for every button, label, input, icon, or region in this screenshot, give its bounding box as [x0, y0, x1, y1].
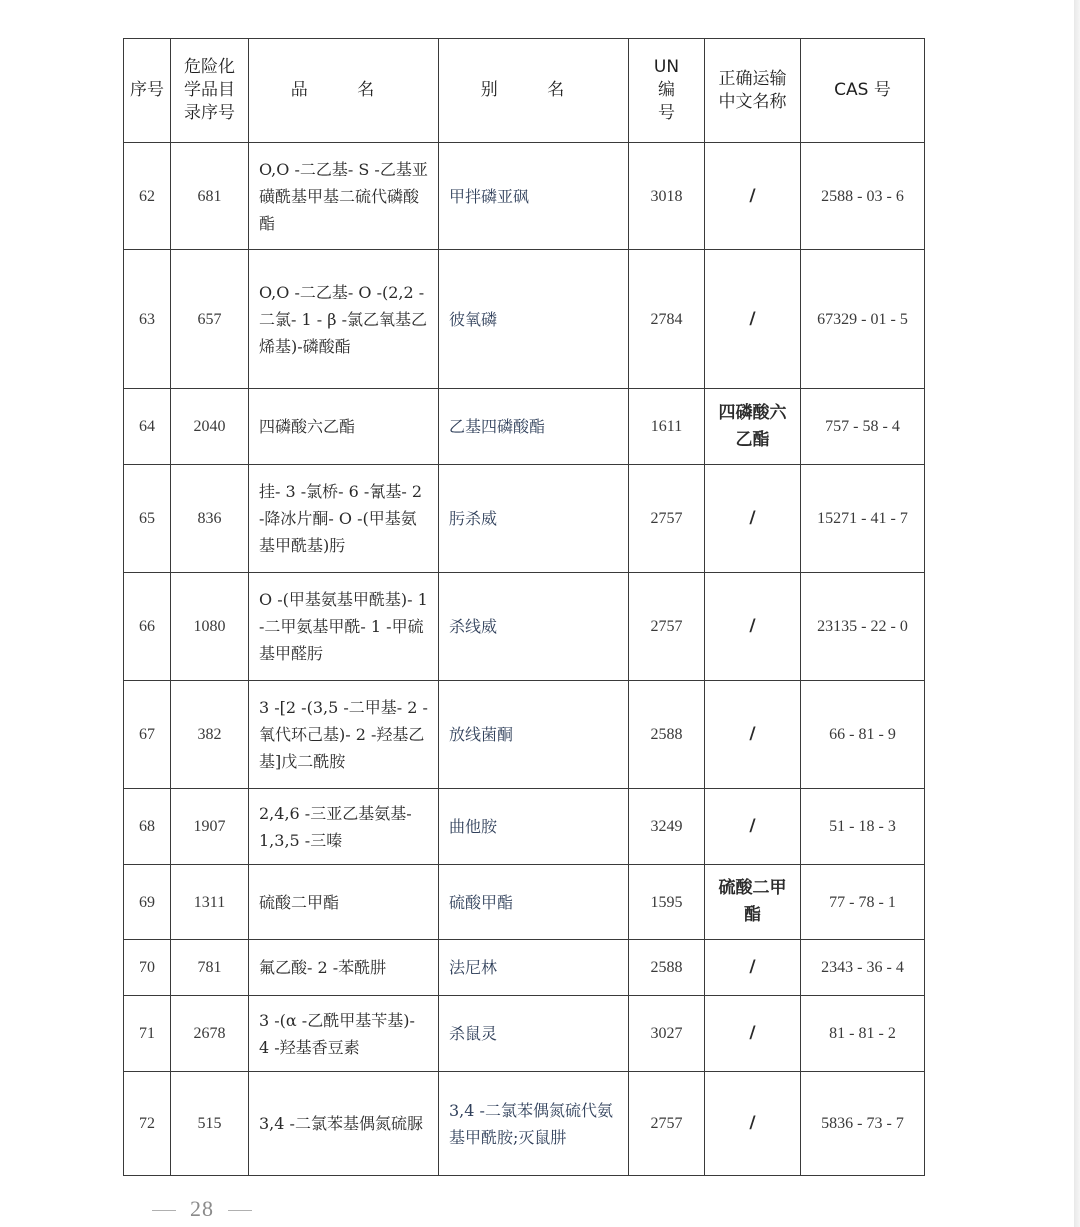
cell-name: 硫酸二甲酯 [249, 865, 439, 940]
cell-catalog-seq: 836 [171, 465, 249, 573]
cell-cas: 23135 - 22 - 0 [801, 573, 925, 681]
cell-catalog-seq: 515 [171, 1072, 249, 1176]
cell-un: 2757 [629, 573, 705, 681]
cell-alias: 3,4 -二氯苯偶氮硫代氨基甲酰胺;灭鼠肼 [439, 1072, 629, 1176]
page-footer [138, 1196, 266, 1222]
table-row [124, 143, 925, 250]
cell-cas: 77 - 78 - 1 [801, 865, 925, 940]
hazardous-chemicals-table [123, 38, 925, 1176]
cell-cas: 51 - 18 - 3 [801, 789, 925, 865]
cell-name: 四磷酸六乙酯 [249, 389, 439, 465]
cell-catalog-seq: 1311 [171, 865, 249, 940]
cell-alias: 放线菌酮 [439, 681, 629, 789]
cell-name: 2,4,6 -三亚乙基氨基- 1,3,5 -三嗪 [249, 789, 439, 865]
cell-ship-name: 四磷酸六乙酯 [705, 389, 801, 465]
cell-catalog-seq: 681 [171, 143, 249, 250]
header-seq: 序号 [124, 39, 171, 143]
cell-un: 2757 [629, 465, 705, 573]
cell-alias: 肟杀威 [439, 465, 629, 573]
cell-seq: 65 [124, 465, 171, 573]
cell-seq: 70 [124, 940, 171, 996]
cell-alias: 杀鼠灵 [439, 996, 629, 1072]
cell-un: 1595 [629, 865, 705, 940]
cell-alias: 曲他胺 [439, 789, 629, 865]
cell-alias: 甲拌磷亚砜 [439, 143, 629, 250]
cell-name: 3 -(α -乙酰甲基苄基)- 4 -羟基香豆素 [249, 996, 439, 1072]
footer-dash-left [152, 1210, 176, 1211]
cell-catalog-seq: 2040 [171, 389, 249, 465]
cell-un: 3027 [629, 996, 705, 1072]
table-row [124, 1072, 925, 1176]
cell-un: 2588 [629, 940, 705, 996]
cell-ship-name: / [705, 996, 801, 1072]
cell-name: 3 -[2 -(3,5 -二甲基- 2 -氧代环己基)- 2 -羟基乙基]戊二酰胺 [249, 681, 439, 789]
cell-ship-name: / [705, 1072, 801, 1176]
cell-ship-name: / [705, 940, 801, 996]
header-row [124, 39, 925, 143]
cell-cas: 2588 - 03 - 6 [801, 143, 925, 250]
cell-name: 挂- 3 -氯桥- 6 -氰基- 2 -降冰片酮- O -(甲基氨基甲酰基)肟 [249, 465, 439, 573]
cell-name: O -(甲基氨基甲酰基)- 1 -二甲氨基甲酰- 1 -甲硫基甲醛肟 [249, 573, 439, 681]
cell-catalog-seq: 2678 [171, 996, 249, 1072]
cell-cas: 5836 - 73 - 7 [801, 1072, 925, 1176]
cell-seq: 72 [124, 1072, 171, 1176]
table-row [124, 250, 925, 389]
cell-un: 2784 [629, 250, 705, 389]
page-edge [1074, 0, 1080, 1227]
cell-catalog-seq: 781 [171, 940, 249, 996]
cell-seq: 69 [124, 865, 171, 940]
cell-catalog-seq: 1907 [171, 789, 249, 865]
cell-alias: 彼氧磷 [439, 250, 629, 389]
header-ship-name: 正确运输中文名称 [705, 39, 801, 143]
cell-name: O,O -二乙基- S -乙基亚磺酰基甲基二硫代磷酸酯 [249, 143, 439, 250]
cell-seq: 64 [124, 389, 171, 465]
cell-name: O,O -二乙基- O -(2,2 -二氯- 1 - β -氯乙氧基乙烯基)-磷酸酯 [249, 250, 439, 389]
cell-un: 1611 [629, 389, 705, 465]
header-name: 品 名 [249, 39, 439, 143]
header-un: UN编号 [629, 39, 705, 143]
cell-seq: 66 [124, 573, 171, 681]
cell-catalog-seq: 1080 [171, 573, 249, 681]
cell-seq: 62 [124, 143, 171, 250]
header-alias: 别 名 [439, 39, 629, 143]
cell-cas: 15271 - 41 - 7 [801, 465, 925, 573]
cell-seq: 71 [124, 996, 171, 1072]
cell-alias: 乙基四磷酸酯 [439, 389, 629, 465]
cell-seq: 68 [124, 789, 171, 865]
cell-name: 3,4 -二氯苯基偶氮硫脲 [249, 1072, 439, 1176]
table-row [124, 865, 925, 940]
cell-ship-name: / [705, 573, 801, 681]
cell-ship-name: 硫酸二甲酯 [705, 865, 801, 940]
cell-un: 2588 [629, 681, 705, 789]
table-row [124, 465, 925, 573]
table-row [124, 940, 925, 996]
cell-un: 3249 [629, 789, 705, 865]
cell-catalog-seq: 657 [171, 250, 249, 389]
cell-catalog-seq: 382 [171, 681, 249, 789]
cell-un: 2757 [629, 1072, 705, 1176]
table-row [124, 789, 925, 865]
table-row [124, 996, 925, 1072]
cell-seq: 67 [124, 681, 171, 789]
cell-alias: 杀线威 [439, 573, 629, 681]
cell-cas: 66 - 81 - 9 [801, 681, 925, 789]
footer-dash-right [228, 1210, 252, 1211]
cell-ship-name: / [705, 465, 801, 573]
header-catalog-seq: 危险化学品目录序号 [171, 39, 249, 143]
cell-cas: 81 - 81 - 2 [801, 996, 925, 1072]
header-cas: CAS 号 [801, 39, 925, 143]
page-number: 28 [190, 1196, 214, 1221]
cell-ship-name: / [705, 789, 801, 865]
cell-alias: 硫酸甲酯 [439, 865, 629, 940]
cell-ship-name: / [705, 250, 801, 389]
cell-cas: 757 - 58 - 4 [801, 389, 925, 465]
cell-un: 3018 [629, 143, 705, 250]
cell-ship-name: / [705, 143, 801, 250]
cell-name: 氟乙酸- 2 -苯酰肼 [249, 940, 439, 996]
cell-ship-name: / [705, 681, 801, 789]
table-row [124, 681, 925, 789]
table-row [124, 573, 925, 681]
cell-alias: 法尼林 [439, 940, 629, 996]
cell-cas: 67329 - 01 - 5 [801, 250, 925, 389]
table-row [124, 389, 925, 465]
cell-seq: 63 [124, 250, 171, 389]
cell-cas: 2343 - 36 - 4 [801, 940, 925, 996]
